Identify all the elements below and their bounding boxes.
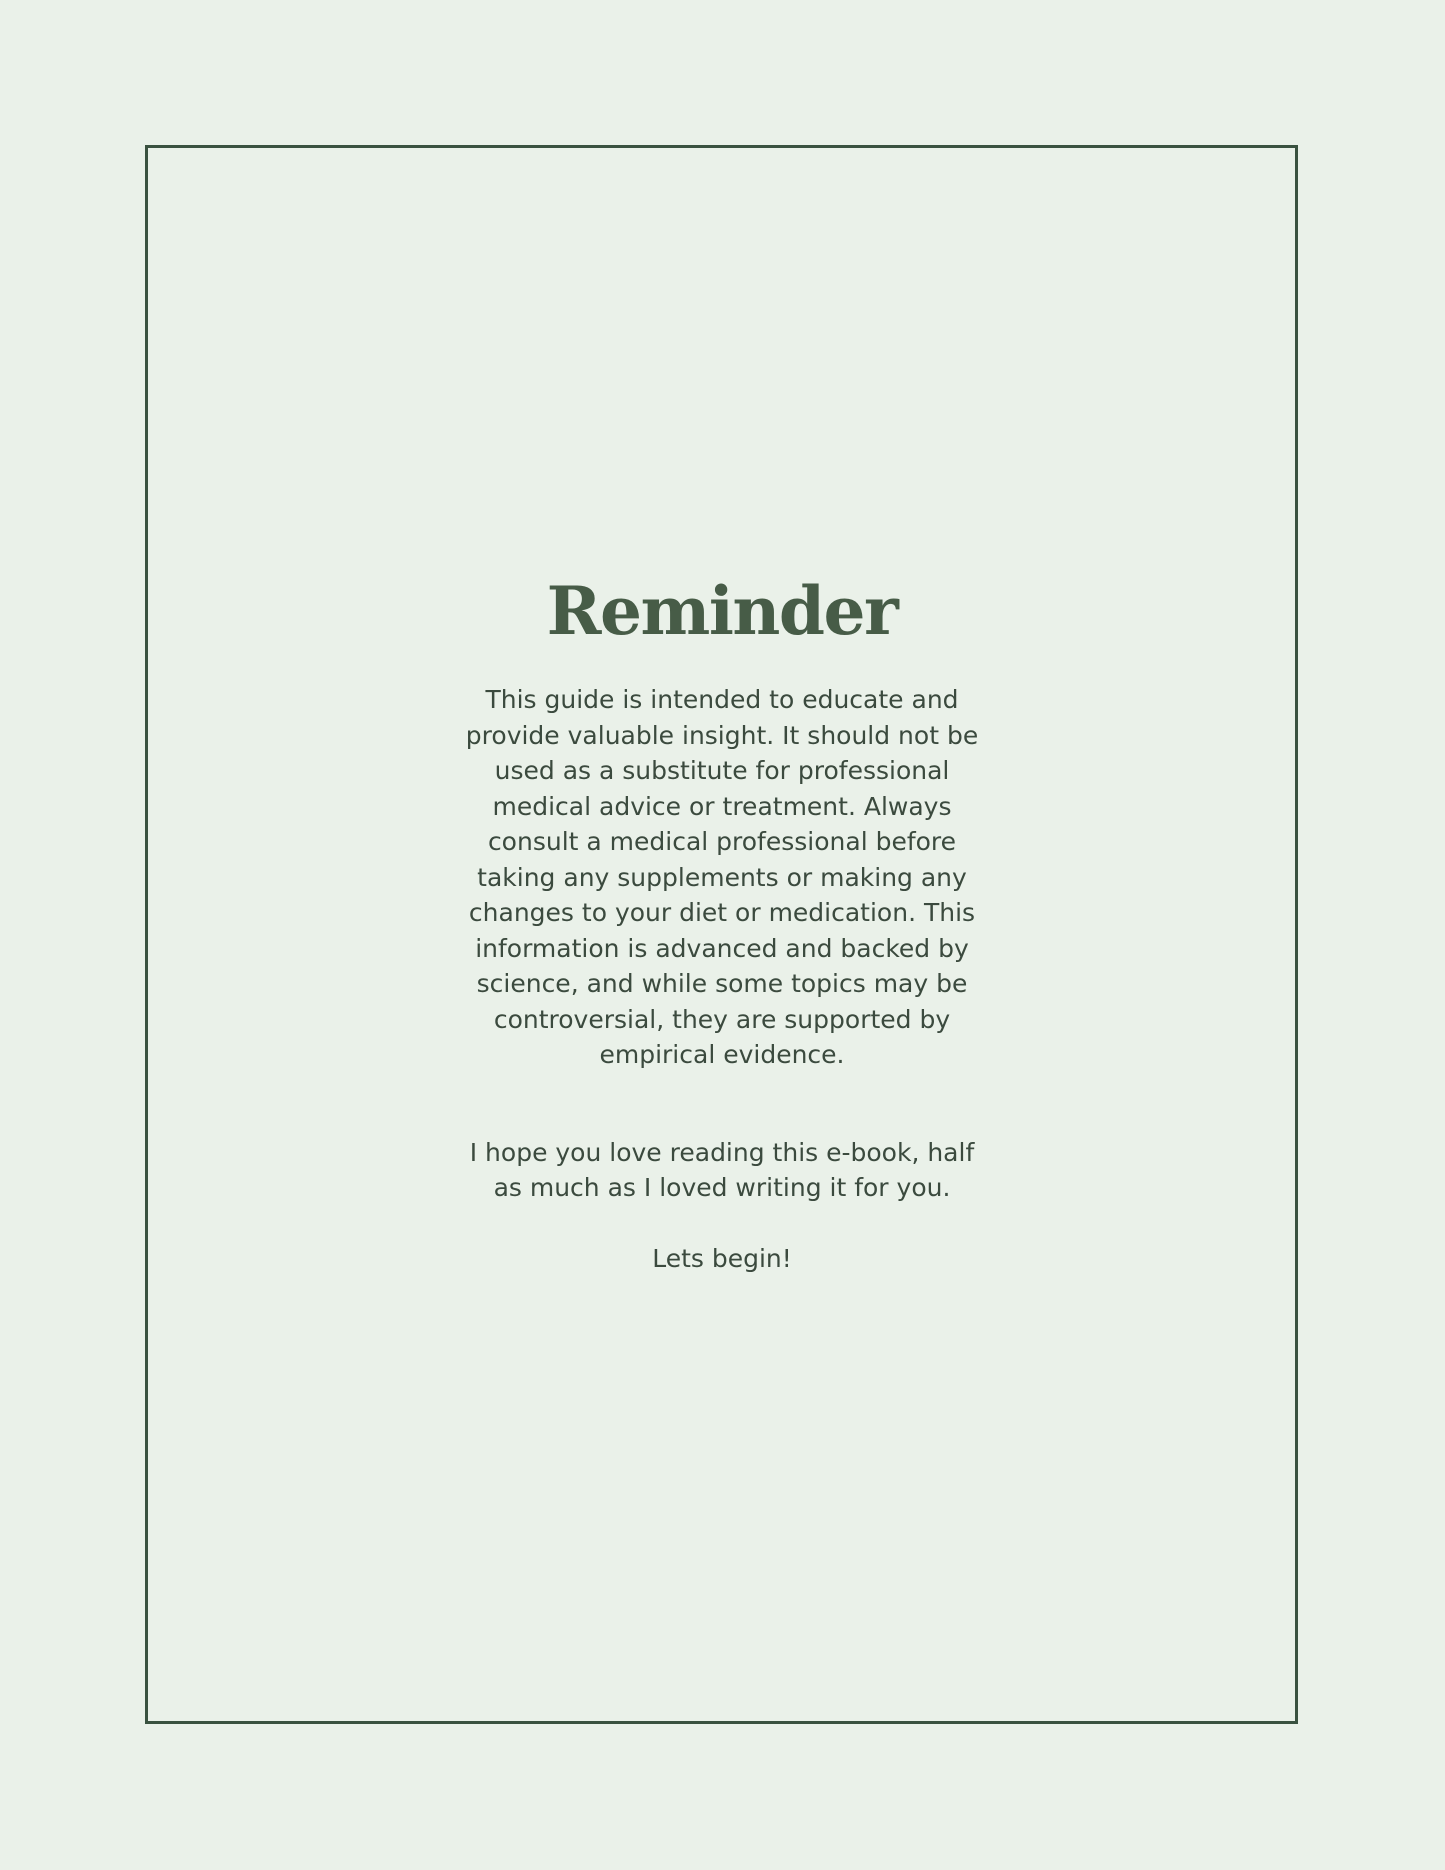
disclaimer-paragraph: This guide is intended to educate and provide valuable insight. It should not be used as a substitute for professional medical advice or treatment. Always consult a medical professional before taking any supplements or making any changes to your diet or medication. This information is advanced and backed by science, and while some topics may be controversial, they are supported by empirical evidence. <box>465 685 979 1069</box>
reminder-content <box>462 572 982 1276</box>
hope-paragraph: I hope you love reading this e-book, half as much as I loved writing it for you. <box>469 1137 975 1202</box>
page-title: Reminder <box>546 572 898 650</box>
closing-line: Lets begin! <box>652 1243 792 1273</box>
